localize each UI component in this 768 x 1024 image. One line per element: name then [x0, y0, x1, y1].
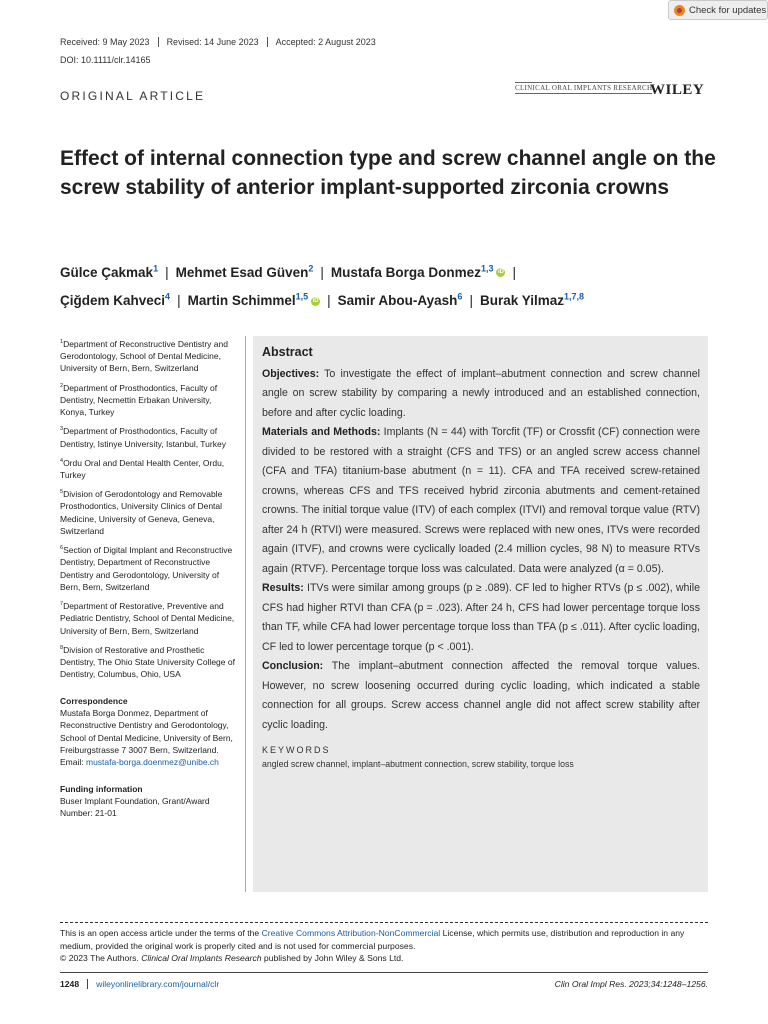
received-date: Received: 9 May 2023	[60, 37, 150, 47]
abstract-results: Results: ITVs were similar among groups (p ≥ .089). CF led to higher RTVs (p ≤ .002), while CFS had higher RTVI than CFA (p = .023). After 24 h, CFS had lower percentage torque loss than TF, while CFA had lower percentage torque loss than TFA (p ≤ .011). After cyclic loading, CF led to lower percentage torque (p < .001).	[262, 582, 700, 653]
abstract-panel	[253, 336, 708, 892]
accepted-date: Accepted: 2 August 2023	[267, 37, 384, 47]
sidebar-info	[60, 336, 238, 819]
funding-text: Buser Implant Foundation, Grant/Award Number: 21-01	[60, 795, 210, 819]
keywords-heading: KEYWORDS	[262, 745, 331, 755]
affiliation: $^1$Department of Reconstructive Dentistry and Gerodontology, School of Dental Medicine, University of Bern, Bern, Switzerland	[60, 338, 228, 374]
orcid-icon[interactable]: iD	[312, 297, 319, 304]
article-dates	[60, 37, 384, 47]
author-name[interactable]: Gülce Çakmak$^1$	[60, 263, 159, 280]
affiliation: $^7$Department of Restorative, Preventive and Pediatric Dentistry, School of Dental Medicine, University of Bern, Bern, Switzerland	[60, 601, 235, 636]
affiliation: $^4$Ordu Oral and Dental Health Center, Ordu, Turkey	[60, 457, 225, 480]
author-name[interactable]: Mustafa Borga Donmez$^{1,3}$ iD	[330, 263, 504, 280]
affiliation: $^2$Department of Prosthodontics, Faculty of Dentistry, Necmettin Erbakan University, Konya, Turkey	[60, 382, 218, 418]
cc-license-link[interactable]: Creative Commons Attribution-NonCommercial	[261, 928, 441, 938]
license-divider	[60, 922, 708, 923]
author-name[interactable]: Martin Schimmel$^{1,5}$ iD	[187, 291, 319, 308]
affiliation: $^6$Section of Digital Implant and Reconstructive Dentistry, Department of Reconstructive Dentistry and Gerodontology, University of Bern, Bern, Switzerland	[60, 545, 233, 593]
article-type: ORIGINAL ARTICLE	[60, 89, 206, 103]
revised-date: Revised: 14 June 2023	[158, 37, 267, 47]
citation: Clin Oral Impl Res. 2023;34:1248–1256.	[554, 979, 708, 989]
journal-banner-logo: CLINICAL ORAL IMPLANTS RESEARCH	[515, 84, 653, 92]
check-for-updates-label: Check for updates	[689, 4, 767, 16]
crossmark-icon	[674, 5, 685, 16]
check-for-updates-button[interactable]	[668, 0, 768, 20]
abstract-heading: Abstract	[262, 345, 313, 359]
abstract-conclusion: Conclusion: The implant–abutment connection affected the removal torque values. However, no screw loosening occurred during cyclic loading, which indicated a stable connection for all groups. Screw access channel angle did not affect screw stability after cyclic loading.	[262, 660, 700, 731]
author-list: Gülce Çakmak$^1$ | Mehmet Esad Güven$^2$ | Mustafa Borga Donmez$^{1,3}$ iD | Çiğdem Kahveci$^4$ | Martin Schimmel$^{1,5}$ iD | Samir Abou-Ayash$^6$ | Burak Yilmaz$^{1,7,8}$	[60, 263, 585, 308]
keywords-list: angled screw channel, implant–abutment connection, screw stability, torque loss	[262, 759, 574, 769]
author-name[interactable]: Çiğdem Kahveci$^4$	[60, 291, 171, 308]
article-title: Effect of internal connection type and screw channel angle on the screw stability of anterior implant-supported zirconia crowns	[60, 147, 716, 199]
affiliation: $^5$Division of Gerodontology and Removable Prosthodontics, University Clinics of Dental Medicine, University of Geneva, Geneva, Switzerland	[60, 489, 223, 536]
affiliation: $^3$Department of Prosthodontics, Faculty of Dentistry, Istinye University, Istanbul, Turkey	[60, 426, 226, 449]
correspondence-text: Mustafa Borga Donmez, Department of Reconstructive Dentistry and Gerodontology, School of Dental Medicine, University of Bern, Freiburgstrasse 7 3007 Bern, Switzerland. Email: mustafa-borga.doenmez@unibe.ch	[60, 708, 233, 768]
license-notice: This is an open access article under the terms of the Creative Commons Attribution-NonCommercial License, which permits use, distribution and reproduction in any medium, provided the original work is properly cited and is not used for commercial purposes. © 2023 The Authors. Clinical Oral Implants Research published by John Wiley & Sons Ltd.	[60, 928, 685, 964]
journal-url-link[interactable]: wileyonlinelibrary.com/journal/clr	[96, 979, 220, 989]
affiliation: $^8$Division of Restorative and Prosthetic Dentistry, The Ohio State University College of Dentistry, Columbus, Ohio, USA	[60, 644, 235, 680]
author-name[interactable]: Mehmet Esad Güven$^2$	[175, 263, 314, 280]
author-name[interactable]: Burak Yilmaz$^{1,7,8}$	[479, 291, 585, 308]
funding-heading: Funding information	[60, 783, 143, 794]
correspondence-email-link[interactable]: mustafa-borga.doenmez@unibe.ch	[85, 757, 219, 768]
abstract-methods: Materials and Methods: Implants (N = 44) with Torcfit (TF) or Crossfit (CF) connection were divided to be restored with a straight (CFS and TFS) or an angled screw access channel (CFA and TFA) titanium-base abutment (n = 11). CFA and TFA received screw-retained crowns, whereas CFS and TFS received hybrid zirconia abutments and cement-retained crowns. The initial torque value (ITV) of each complex (ITVI) and removal torque value (RTV) after 24 h (RTVI) were measured. Screws were replaced with new ones, ITVs were recorded again (ITVF), and crowns were cyclically loaded (2.4 million cycles, 98 N) to measure RTVs again (RTVF). Percentage torque loss was calculated. Data were analyzed (α = 0.05).	[262, 426, 700, 575]
page-footer	[60, 979, 708, 989]
correspondence-heading: Correspondence	[60, 695, 128, 706]
abstract-objectives: Objectives: To investigate the effect of implant–abutment connection and screw channel angle on screw stability by comparing a newly introduced and an established connection, before and after cyclic loading.	[262, 367, 700, 419]
page-number: 1248	[60, 979, 88, 989]
footer-divider	[60, 972, 708, 973]
orcid-icon[interactable]: iD	[497, 269, 504, 276]
column-divider	[245, 336, 246, 892]
publisher-logo: WILEY	[650, 82, 705, 98]
author-name[interactable]: Samir Abou-Ayash$^6$	[337, 291, 463, 308]
doi[interactable]: DOI: 10.1111/clr.14165	[60, 55, 151, 65]
